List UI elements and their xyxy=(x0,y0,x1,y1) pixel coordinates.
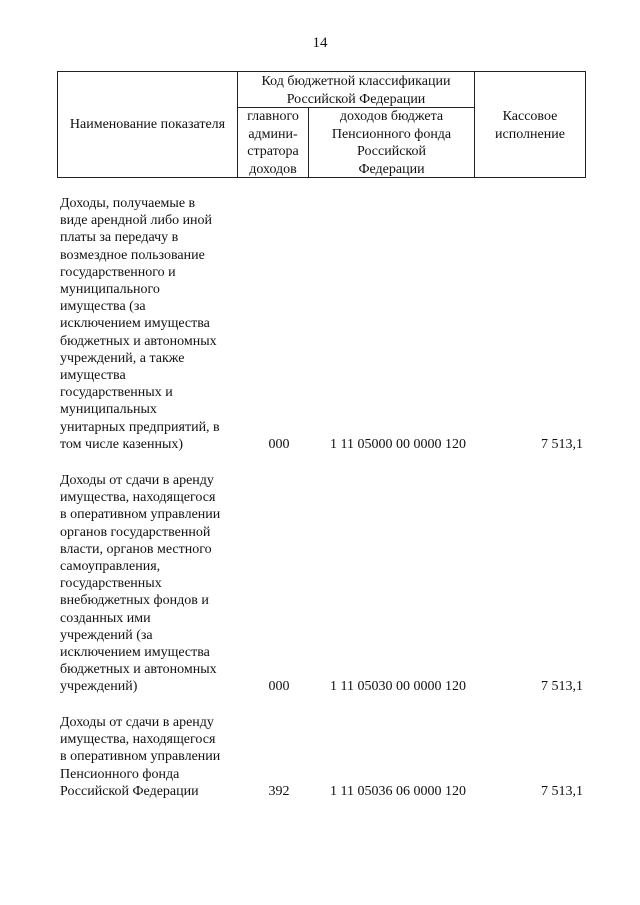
row-name: Доходы, получаемые в виде арендной либо иной платы за передачу в возмездное пользование государственного и муниципального имущества (за исключением имущества бюджетных и автономных учреждений, а также имущества государственных и муниципальных унитарных предприятий, в том числе казенных) xyxy=(60,196,220,452)
header-name-column: Наименование показателя xyxy=(69,117,226,132)
header-budget-code-group: Код бюджетной классификации Российской Федерации xyxy=(261,74,451,107)
row-budget-code: 1 11 05030 00 0000 120 xyxy=(330,679,466,694)
row-budget-code: 1 11 05036 06 0000 120 xyxy=(330,784,466,799)
row-amount: 7 513,1 xyxy=(541,679,583,694)
header-cash-column: Кассовое исполнение xyxy=(495,109,565,142)
row-amount: 7 513,1 xyxy=(541,784,583,799)
page-number: 14 xyxy=(312,35,328,51)
row-budget-code: 1 11 05000 00 0000 120 xyxy=(330,437,466,452)
row-admin-code: 000 xyxy=(268,679,290,694)
row-admin-code: 392 xyxy=(268,784,290,799)
row-name: Доходы от сдачи в аренду имущества, находящегося в оперативном управлении Пенсионного фонда Российской Федерации xyxy=(60,715,221,799)
header-admin-column: главного админи- стратора доходов xyxy=(247,109,299,177)
header-income-column: доходов бюджета Пенсионного фонда Российской Федерации xyxy=(331,109,452,177)
row-amount: 7 513,1 xyxy=(541,437,583,452)
row-admin-code: 000 xyxy=(268,437,290,452)
row-name: Доходы от сдачи в аренду имущества, находящегося в оперативном управлении органов государственной власти, органов местного самоуправления, государственных внебюджетных фондов и созданных ими учреждений (за исключением имущества бюджетных и автономных учреждений) xyxy=(60,473,221,695)
